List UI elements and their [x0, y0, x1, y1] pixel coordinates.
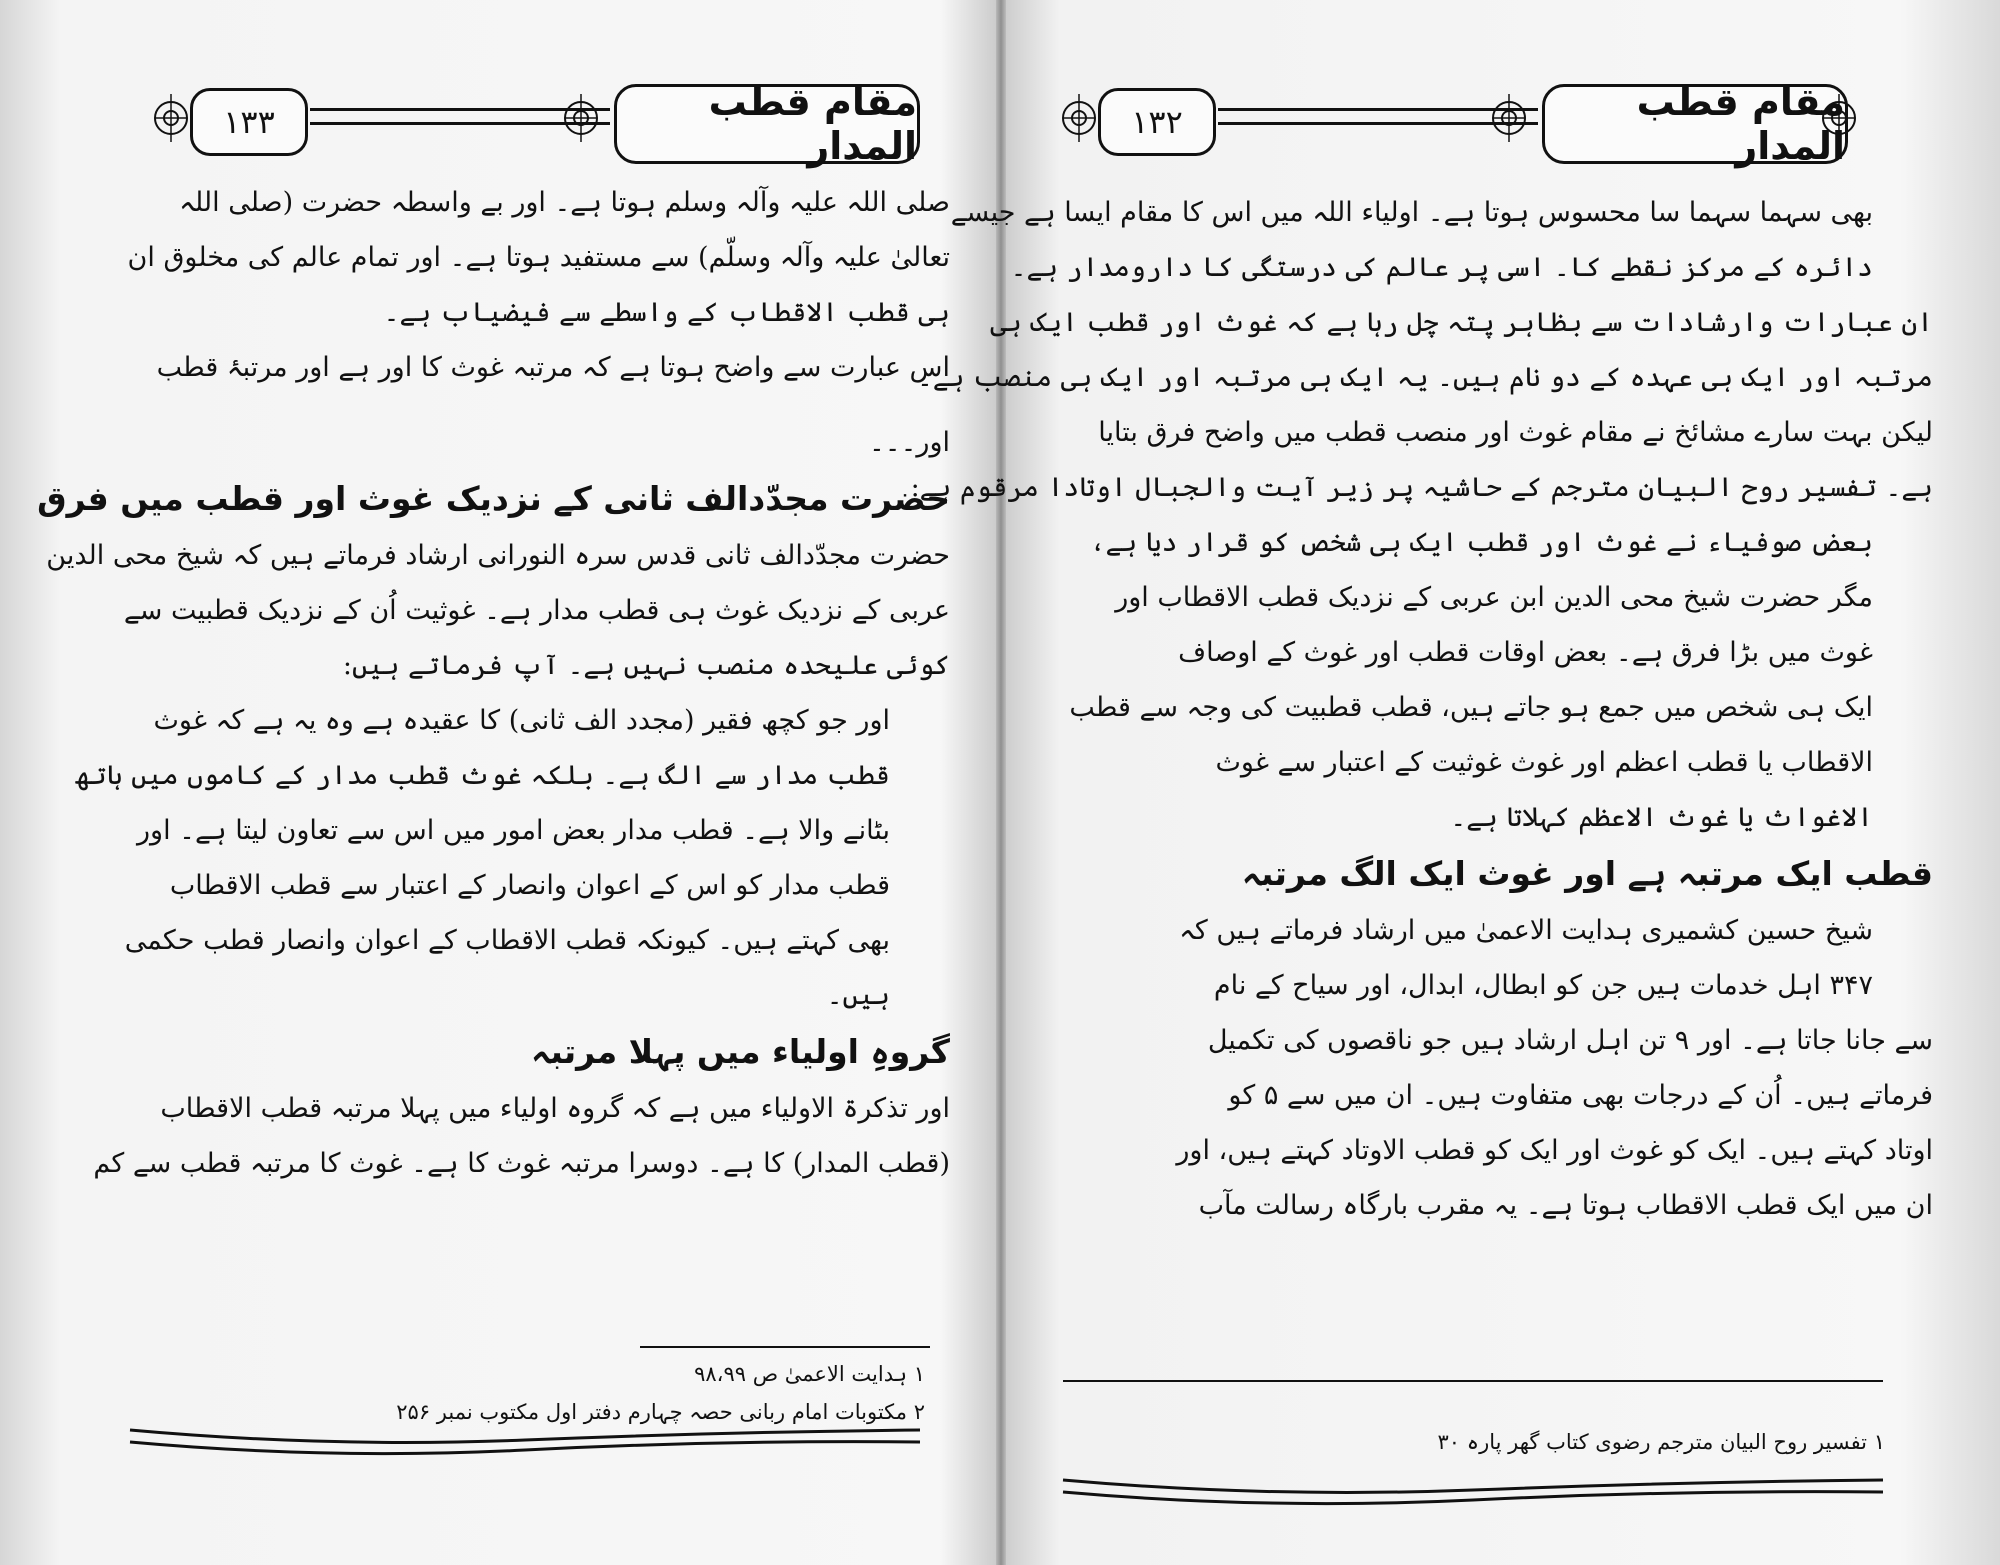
section-heading: گروہِ اولیاء میں پہلا مرتبہ	[530, 1032, 950, 1071]
running-title: مقام قطب المدار	[1542, 84, 1848, 164]
text-line: فرماتے ہیں۔ اُن کے درجات بھی متفاوت ہیں۔ ان میں سے ۵ کو	[1228, 1080, 1933, 1111]
ornament-icon	[560, 88, 602, 148]
bottom-ornament-icon	[130, 1420, 920, 1460]
quote-line: غوث میں بڑا فرق ہے۔ بعض اوقات قطب اور غوث کے اوصاف	[1178, 637, 1873, 668]
text-line: ہی قطب الاقطاب کے واسطے سے فیضیاب ہے۔	[383, 297, 950, 328]
text-line: ۳۴۷ اہل خدمات ہیں جن کو ابطال، ابدال، اور سیاح کے نام	[1213, 970, 1873, 1001]
quote-line: قطب مدار سے الگ ہے۔ بلکہ غوث قطب مدار کے کاموں میں ہاتھ	[75, 760, 890, 791]
quote-line: الاغواث یا غوث الاعظم کہلاتا ہے۔	[1450, 802, 1873, 833]
quote-line: بھی کہتے ہیں۔ کیونکہ قطب الاقطاب کے اعوان وانصار قطب حکمی	[124, 925, 890, 956]
footnote: ۲ مکتوبات امام ربانی حصہ چہارم دفتر اول مکتوب نمبر ۲۵۶	[396, 1400, 925, 1424]
right-page-body	[910, 185, 1933, 1233]
left-page-header	[150, 78, 930, 168]
text-line: دائرہ کے مرکز نقطے کا۔ اسی پر عالم کی درستگی کا دارومدار ہے۔	[1010, 252, 1873, 283]
quote-line: اور جو کچھ فقیر (مجدد الف ثانی) کا عقیدہ ہے وہ یہ ہے کہ غوث	[153, 705, 890, 736]
text-line: (قطب المدار) کا ہے۔ دوسرا مرتبہ غوث کا ہے۔ غوث کا مرتبہ قطب سے کم	[93, 1148, 950, 1179]
text-line: شیخ حسین کشمیری ہدایت الاعمیٰ میں ارشاد فرماتے ہیں کہ	[1179, 915, 1873, 946]
text-line: تعالیٰ علیہ وآلہ وسلّم) سے مستفید ہوتا ہے۔ اور تمام عالم کی مخلوق ان	[127, 242, 950, 273]
text-line: لیکن بہت سارے مشائخ نے مقام غوث اور منصب قطب میں واضح فرق بتایا	[1098, 417, 1933, 448]
text-line: ہے۔ تفسیر روح البیان مترجم کے حاشیہ پر زیر آیت والجبال اوتادا مرقوم ہے:	[910, 472, 1933, 503]
quote-line: مگر حضرت شیخ محی الدین ابن عربی کے نزدیک قطب الاقطاب اور	[1115, 582, 1873, 613]
footnote: ۱ ہدایت الاعمیٰ ص ۹۸،۹۹	[694, 1362, 925, 1386]
text-line: ان میں ایک قطب الاقطاب ہوتا ہے۔ یہ مقرب بارگاہ رسالت مآب	[1198, 1190, 1933, 1221]
text-line: کوئی علیحدہ منصب نہیں ہے۔ آپ فرماتے ہیں:	[342, 650, 950, 681]
ornament-icon	[1488, 88, 1530, 148]
quote-line: الاقطاب یا قطب اعظم اور غوث غوثیت کے اعتبار سے غوث	[1215, 747, 1873, 778]
left-page-body	[37, 175, 950, 1191]
text-line: ان عبارات وارشادات سے بظاہر پتہ چل رہا ہے کہ غوث اور قطب ایک ہی	[990, 307, 1933, 338]
text-line: اور۔۔۔	[868, 427, 950, 458]
quote-line: بعض صوفیاء نے غوث اور قطب ایک ہی شخص کو قرار دیا ہے،	[1089, 527, 1873, 558]
footnote-separator	[1063, 1380, 1883, 1382]
quote-line: ہیں۔	[826, 980, 890, 1011]
text-line: اوتاد کہتے ہیں۔ ایک کو غوث اور ایک کو قطب الاوتاد کہتے ہیں، اور	[1176, 1135, 1933, 1166]
text-line: سے جانا جاتا ہے۔ اور ۹ تن اہل ارشاد ہیں جو ناقصوں کی تکمیل	[1207, 1025, 1933, 1056]
quote-line: ایک ہی شخص میں جمع ہو جاتے ہیں، قطب قطبیت کی وجہ سے قطب	[1069, 692, 1873, 723]
page-number: ۱۳۳	[190, 88, 308, 156]
text-line: اس عبارت سے واضح ہوتا ہے کہ مرتبہ غوث کا اور ہے اور مرتبۂ قطب	[156, 352, 950, 383]
ornament-icon	[1058, 88, 1100, 148]
ornament-icon	[150, 88, 192, 148]
ornament-icon	[1818, 88, 1860, 148]
text-line: مرتبہ اور ایک ہی عہدہ کے دو نام ہیں۔ یہ ایک ہی مرتبہ اور ایک ہی منصب ہے۔	[916, 362, 1933, 393]
bottom-ornament-icon	[1063, 1470, 1883, 1510]
footnote-separator	[640, 1346, 930, 1348]
running-title: مقام قطب المدار	[614, 84, 920, 164]
text-line: اور تذکرۃ الاولیاء میں ہے کہ گروہ اولیاء میں پہلا مرتبہ قطب الاقطاب	[160, 1093, 950, 1124]
section-heading: حضرت مجدّدالف ثانی کے نزدیک غوث اور قطب میں فرق	[37, 479, 950, 518]
text-line: عربی کے نزدیک غوث ہی قطب مدار ہے۔ غوثیت اُن کے نزدیک قطبیت سے	[123, 595, 950, 626]
right-page	[910, 0, 2000, 1565]
text-line: بھی سہما سہما سا محسوس ہوتا ہے۔ اولیاء اللہ میں اس کا مقام ایسا ہے جیسے	[950, 197, 1873, 228]
quote-line: بٹانے والا ہے۔ قطب مدار بعض امور میں اس سے تعاون لیتا ہے۔ اور	[137, 815, 890, 846]
text-line: صلی اللہ علیہ وآلہ وسلم ہوتا ہے۔ اور بے واسطہ حضرت (صلی اللہ	[179, 187, 950, 218]
text-line: حضرت مجدّدالف ثانی قدس سرہ النورانی ارشاد فرماتے ہیں کہ شیخ محی الدین	[46, 540, 950, 571]
page-number: ۱۳۲	[1098, 88, 1216, 156]
footnote: ۱ تفسیر روح البیان مترجم رضوی کتاب گھر پارہ ۳۰	[1437, 1430, 1885, 1454]
section-heading: قطب ایک مرتبہ ہے اور غوث ایک الگ مرتبہ	[1241, 854, 1933, 893]
quote-line: قطب مدار کو اس کے اعوان وانصار کے اعتبار سے قطب الاقطاب	[169, 870, 890, 901]
right-page-header	[1058, 78, 1858, 168]
